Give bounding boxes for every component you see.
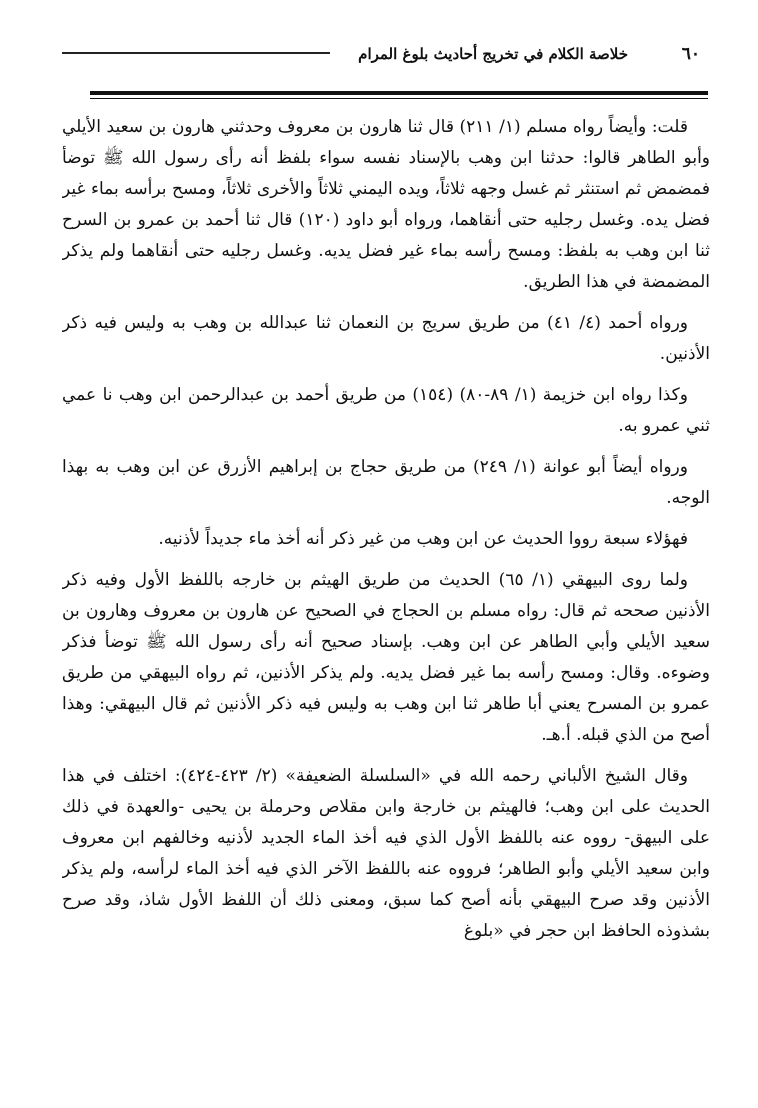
paragraph-6: ولما روى البيهقي (١/ ٦٥) الحديث من طريق الهيثم بن خارجه باللفظ الأول وفيه ذكر الأذنين صححه ثم قال: رواه مسلم بن الحجاج في الصحيح عن هارون بن معروف وهارون بن سعيد الأيلي وأبي الطاهر عن ابن وهب. بإسناد صحيح أنه رأى رسول الله ﷺ توضأ فذكر وضوءه. وقال: ومسح رأسه بما غير فضل يديه. ولم يذكر الأذنين، ثم رواه البيهقي من طريق عمرو بن المسرح يعني أبا طاهر ثنا ابن وهب به وليس فيه ذكر الأذنين ثم قال البيهقي: وهذا أصح من الذي قبله. أ.هـ. — [62, 570, 710, 745]
body-text — [62, 112, 710, 1096]
running-title: خلاصة الكلام في تخريج أحاديث بلوغ المرام — [358, 45, 628, 63]
paragraph-2: ورواه أحمد (٤/ ٤١) من طريق سريج بن النعمان ثنا عبدالله بن وهب به وليس فيه ذكر الأذنين. — [62, 313, 710, 364]
paragraph-4: ورواه أيضاً أبو عوانة (١/ ٢٤٩) من طريق حجاج بن إبراهيم الأزرق عن ابن وهب به بهذا الوجه. — [62, 457, 710, 508]
page-number: ٦٠ — [681, 44, 700, 64]
paragraph-3: وكذا رواه ابن خزيمة (١/ ٨٩-٨٠) (١٥٤) من طريق أحمد بن عبدالرحمن ابن وهب نا عمي ثني عمرو به. — [62, 385, 710, 436]
paragraph-1: قلت: وأيضاً رواه مسلم (١/ ٢١١) قال ثنا هارون بن معروف وحدثني هارون بن سعيد الأيلي وأبو الطاهر قالوا: حدثنا ابن وهب بالإسناد نفسه سواء بلفظ أنه رأى رسول الله ﷺ توضأ فمضمض ثم استنثر ثم غسل وجهه ثلاثاً، ويده اليمني ثلاثاً والأخرى ثلاثاً، ومسح برأسه بماء غير فضل يده. وغسل رجليه حتى أنقاهما، ورواه أبو داود (١٢٠) قال ثنا أحمد بن عمرو بن السرح ثنا ابن وهب به بلفظ: ومسح رأسه بماء غير فضل يديه. وغسل رجليه حتى أنقاهما ولم يذكر المضمضة في هذا الطريق. — [62, 117, 710, 292]
paragraph-5: فهؤلاء سبعة رووا الحديث عن ابن وهب من غير ذكر أنه أخذ ماء جديداً لأذنيه. — [158, 529, 688, 549]
header-rule-thick — [90, 91, 708, 95]
header-rule-thin — [90, 98, 708, 99]
paragraph-7: وقال الشيخ الألباني رحمه الله في «السلسلة الضعيفة» (٢/ ٤٢٣-٤٢٤): اختلف في هذا الحديث على ابن وهب؛ فالهيثم بن خارجة وابن مقلاص وحرملة بن يحيى -والعهدة في ذلك على البيهق- رووه عنه باللفظ الأول الذي فيه أخذ الماء الجديد لأذنيه وخالفهم ابن معروف وابن سعيد الأيلي وأبو الطاهر؛ فرووه عنه باللفظ الآخر الذي فيه أخذ الماء لرأسه، ولم يذكر الأذنين وقد صرح البيهقي بأنه أصح كما سبق، ومعنى ذلك أن اللفظ الأول شاذ، وقد صرح بشذوذه الحافظ ابن حجر في «بلوغ — [62, 766, 710, 941]
page-header — [62, 42, 706, 72]
header-dash-line — [62, 52, 330, 54]
